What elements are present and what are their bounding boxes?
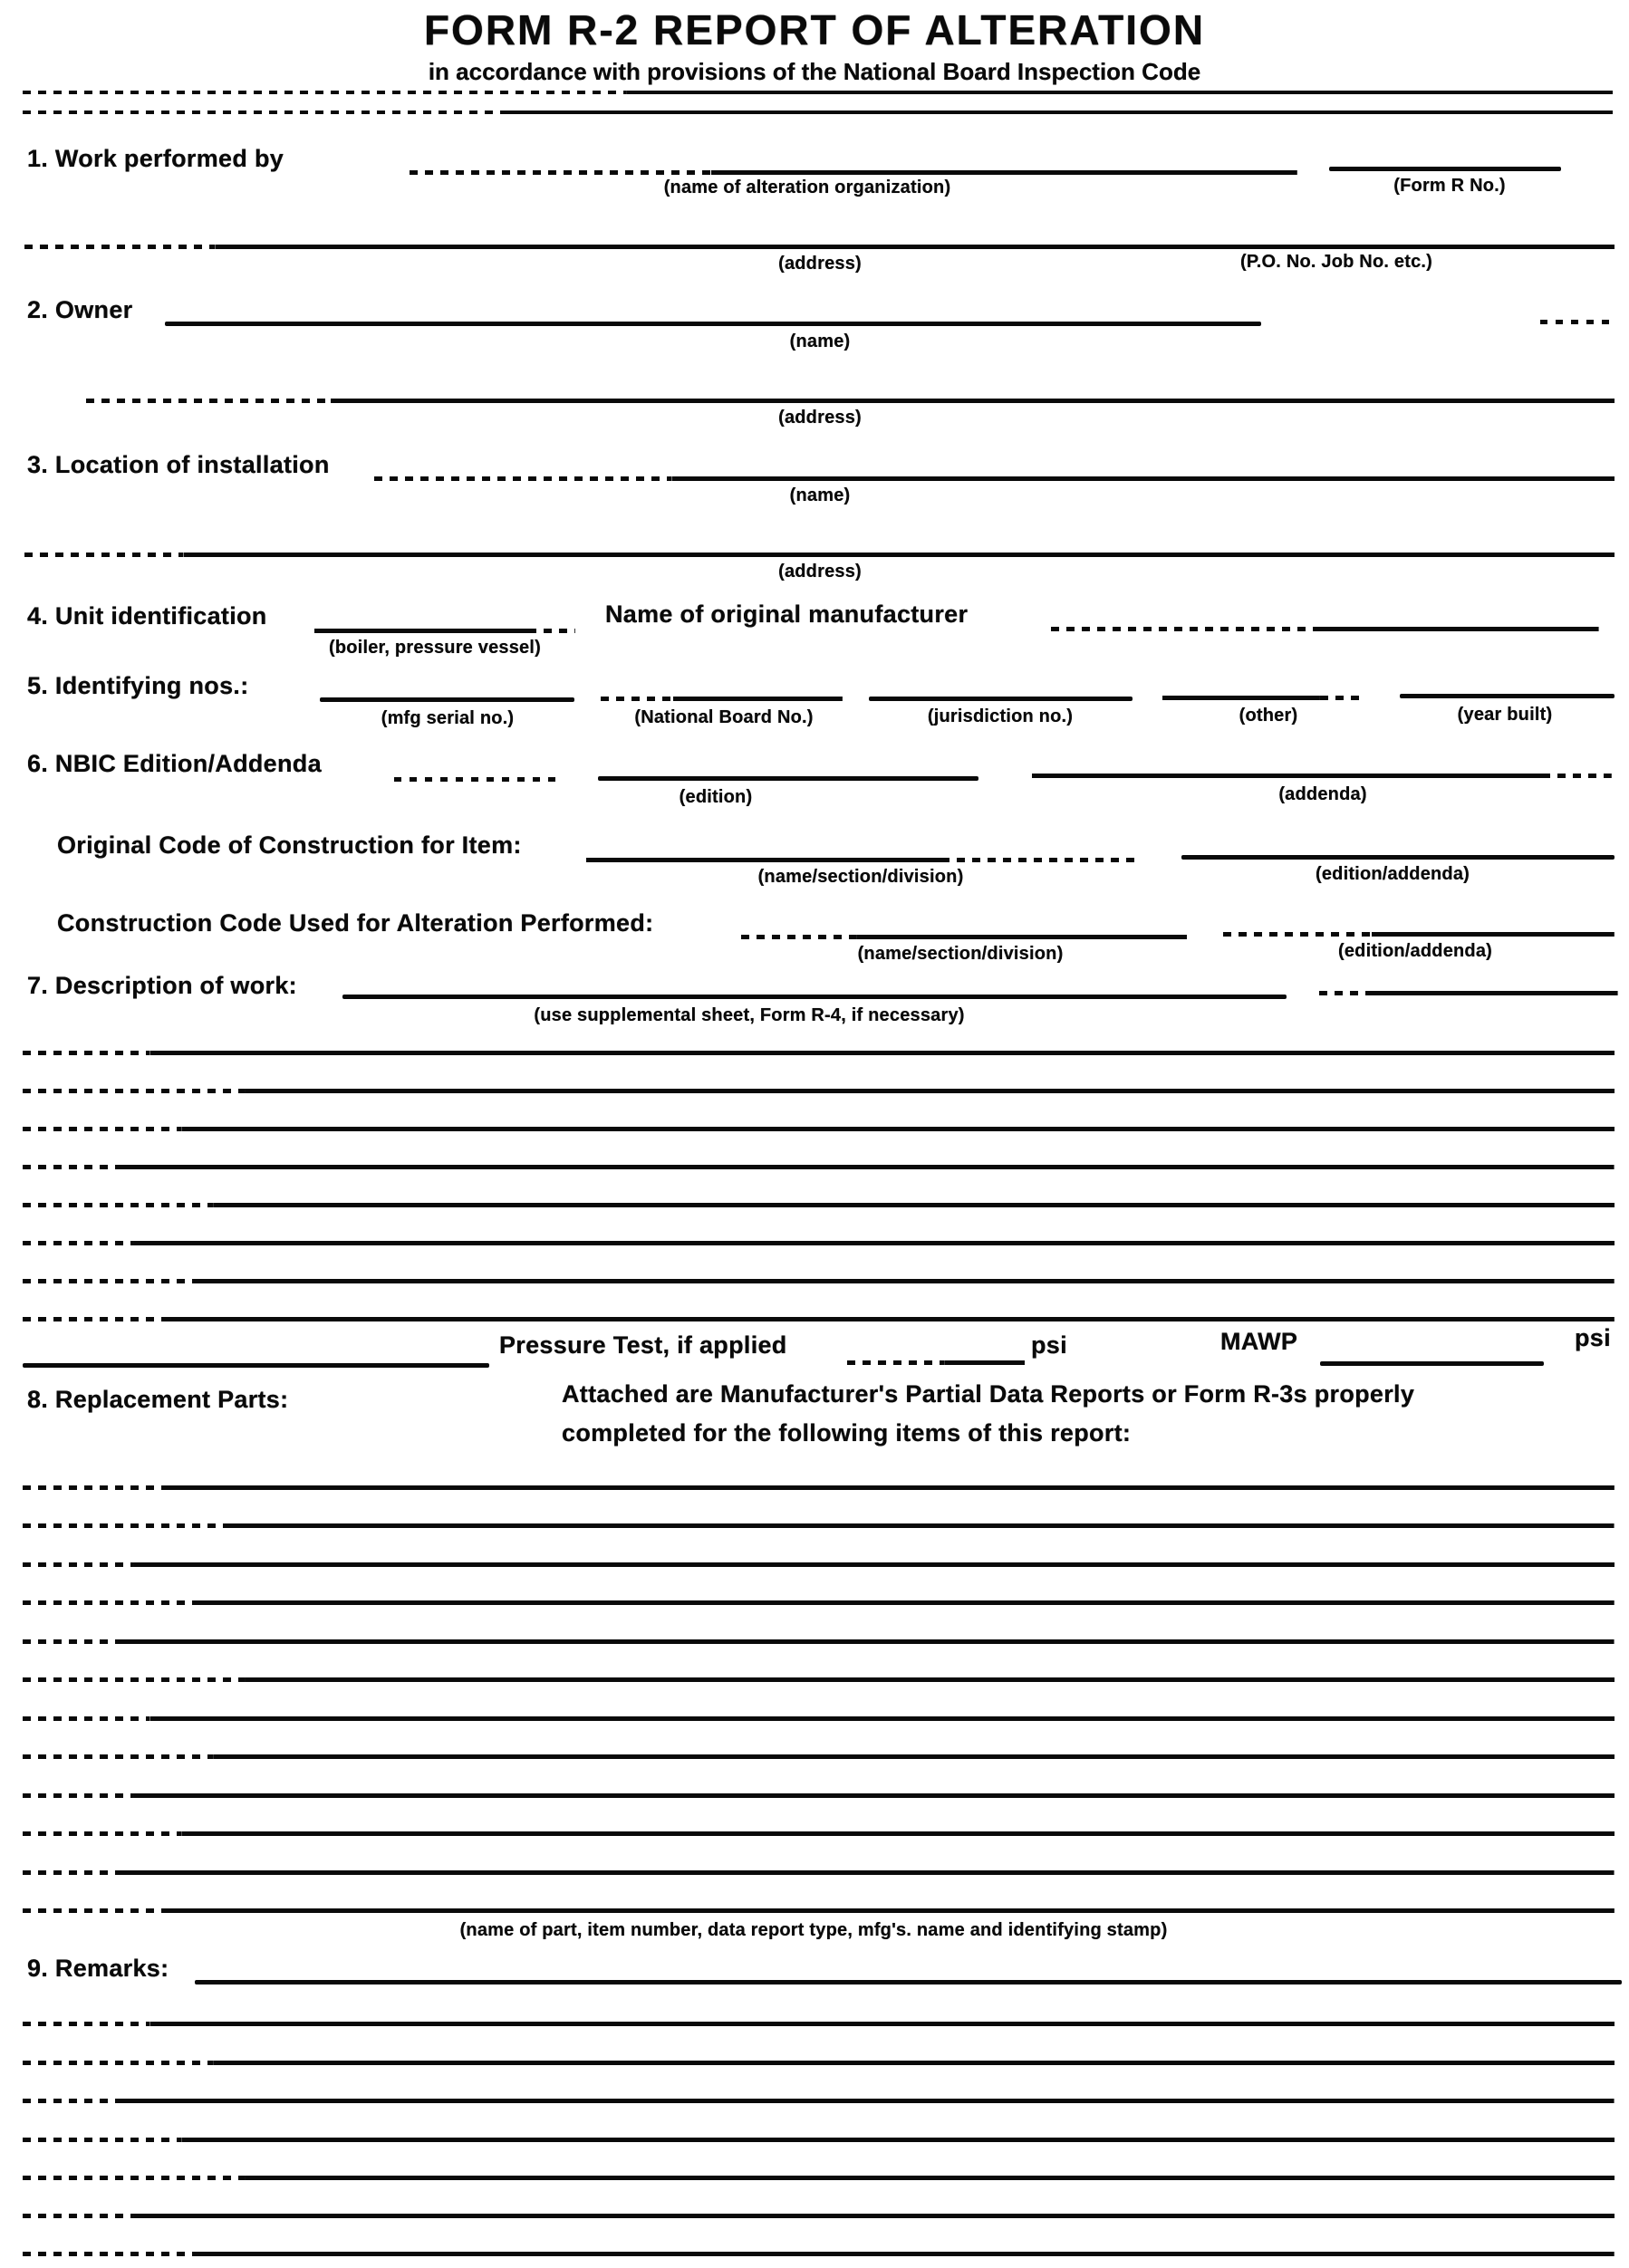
po-job-no-caption: (P.O. No. Job No. etc.)	[1239, 252, 1433, 272]
original-code-name-caption: (name/section/division)	[757, 867, 964, 887]
description-line-9-stub[interactable]	[23, 1363, 489, 1368]
jurisdiction-no-field[interactable]	[869, 697, 1133, 701]
nbic-addenda-caption: (addenda)	[1278, 784, 1367, 804]
description-field-lead[interactable]	[342, 995, 1287, 999]
remarks-label: 9. Remarks:	[27, 1955, 169, 1982]
pressure-test-label: Pressure Test, if applied	[499, 1331, 787, 1359]
header-divider-rule-2	[23, 111, 1613, 114]
mfg-serial-no-caption: (mfg serial no.)	[381, 708, 515, 728]
form-title: FORM R-2 REPORT OF ALTERATION	[423, 6, 1206, 53]
jurisdiction-no-caption: (jurisdiction no.)	[927, 706, 1074, 726]
psi-label-1: psi	[1031, 1331, 1067, 1359]
form-subtitle: in accordance with provisions of the National Board Inspection Code	[428, 58, 1201, 85]
alteration-code-name-field[interactable]	[741, 935, 1187, 939]
location-name-field[interactable]	[374, 476, 1615, 481]
original-code-edition-field[interactable]	[1181, 855, 1615, 860]
alteration-code-name-caption: (name/section/division)	[857, 944, 1064, 964]
remarks-field[interactable]	[195, 1980, 1622, 1985]
description-line-5[interactable]	[23, 1203, 1615, 1207]
replacement-parts-line-9[interactable]	[23, 1793, 1615, 1798]
replacement-parts-line-3[interactable]	[23, 1562, 1615, 1567]
replacement-parts-line-7[interactable]	[23, 1716, 1615, 1721]
pressure-test-psi-field[interactable]	[847, 1360, 1025, 1365]
description-line-7[interactable]	[23, 1279, 1615, 1283]
description-line-1[interactable]	[23, 1051, 1615, 1055]
remarks-line-7[interactable]	[23, 2252, 1615, 2256]
form-r-no-field[interactable]	[1329, 167, 1561, 171]
mawp-psi-field[interactable]	[1320, 1361, 1544, 1366]
replacement-parts-label: 8. Replacement Parts:	[27, 1386, 289, 1413]
remarks-line-6[interactable]	[23, 2214, 1615, 2218]
work-performed-name-field[interactable]	[410, 170, 1297, 175]
header-divider-rule-1	[23, 91, 1613, 94]
replacement-parts-line-1[interactable]	[23, 1485, 1615, 1490]
original-code-label: Original Code of Construction for Item:	[57, 831, 522, 859]
identifying-nos-label: 5. Identifying nos.:	[27, 672, 249, 699]
national-board-no-field[interactable]	[601, 697, 843, 701]
replacement-parts-line-8[interactable]	[23, 1754, 1615, 1759]
remarks-line-2[interactable]	[23, 2061, 1615, 2065]
owner-name-caption: (name)	[789, 332, 851, 351]
replacement-parts-text-2: completed for the following items of this report:	[562, 1419, 1132, 1446]
work-performed-label: 1. Work performed by	[27, 145, 284, 172]
nbic-lead-field[interactable]	[394, 777, 557, 782]
replacement-parts-line-4[interactable]	[23, 1600, 1615, 1605]
work-performed-address-field[interactable]	[24, 245, 1615, 249]
other-no-caption: (other)	[1239, 706, 1298, 726]
location-address-caption: (address)	[778, 562, 862, 581]
replacement-parts-caption: (name of part, item number, data report type, mfg's. name and identifying stamp)	[459, 1920, 1168, 1940]
remarks-line-4[interactable]	[23, 2138, 1615, 2142]
form-r-no-caption: (Form R No.)	[1393, 176, 1506, 196]
nbic-edition-field[interactable]	[598, 776, 978, 781]
owner-name-field[interactable]	[165, 322, 1261, 326]
replacement-parts-line-6[interactable]	[23, 1677, 1615, 1682]
replacement-parts-line-11[interactable]	[23, 1870, 1615, 1875]
description-caption: (use supplemental sheet, Form R-4, if necessary)	[534, 1005, 965, 1025]
replacement-parts-line-2[interactable]	[23, 1523, 1615, 1528]
replacement-parts-line-10[interactable]	[23, 1831, 1615, 1836]
description-field-lead-right[interactable]	[1319, 991, 1618, 995]
description-line-3[interactable]	[23, 1127, 1615, 1131]
description-line-8[interactable]	[23, 1317, 1615, 1321]
location-address-field[interactable]	[24, 553, 1615, 557]
owner-name-field-end[interactable]	[1540, 320, 1617, 324]
alteration-code-label: Construction Code Used for Alteration Performed:	[57, 909, 654, 937]
description-line-4[interactable]	[23, 1165, 1615, 1169]
alteration-code-edition-field[interactable]	[1223, 932, 1615, 937]
original-code-edition-caption: (edition/addenda)	[1315, 864, 1470, 884]
unit-identification-caption: (boiler, pressure vessel)	[328, 638, 542, 658]
nbic-edition-caption: (edition)	[679, 787, 753, 807]
psi-label-2: psi	[1575, 1324, 1611, 1351]
remarks-line-5[interactable]	[23, 2176, 1615, 2180]
national-board-no-caption: (National Board No.)	[634, 707, 814, 727]
mfg-serial-no-field[interactable]	[320, 697, 574, 702]
nbic-addenda-field[interactable]	[1032, 774, 1612, 778]
original-code-name-field[interactable]	[586, 858, 1142, 862]
description-of-work-label: 7. Description of work:	[27, 972, 297, 999]
year-built-caption: (year built)	[1457, 705, 1553, 725]
replacement-parts-line-12[interactable]	[23, 1908, 1615, 1913]
unit-identification-field[interactable]	[314, 629, 575, 633]
remarks-line-1[interactable]	[23, 2022, 1615, 2026]
location-name-caption: (name)	[789, 485, 851, 505]
work-performed-name-caption: (name of alteration organization)	[663, 178, 951, 197]
description-line-6[interactable]	[23, 1241, 1615, 1245]
original-manufacturer-label: Name of original manufacturer	[605, 601, 969, 628]
remarks-line-3[interactable]	[23, 2099, 1615, 2103]
unit-identification-label: 4. Unit identification	[27, 602, 267, 629]
owner-address-caption: (address)	[778, 408, 862, 428]
year-built-field[interactable]	[1400, 694, 1615, 698]
replacement-parts-text-1: Attached are Manufacturer's Partial Data Reports or Form R-3s properly	[562, 1380, 1415, 1408]
mawp-label: MAWP	[1220, 1328, 1298, 1355]
owner-address-field[interactable]	[86, 399, 1615, 403]
replacement-parts-line-5[interactable]	[23, 1639, 1615, 1644]
description-line-2[interactable]	[23, 1089, 1615, 1093]
work-performed-address-caption: (address)	[778, 254, 862, 274]
location-label: 3. Location of installation	[27, 451, 330, 478]
other-no-field[interactable]	[1162, 696, 1364, 700]
original-manufacturer-field[interactable]	[1051, 627, 1599, 631]
alteration-code-edition-caption: (edition/addenda)	[1337, 941, 1493, 961]
owner-label: 2. Owner	[27, 296, 133, 323]
nbic-edition-label: 6. NBIC Edition/Addenda	[27, 750, 322, 777]
